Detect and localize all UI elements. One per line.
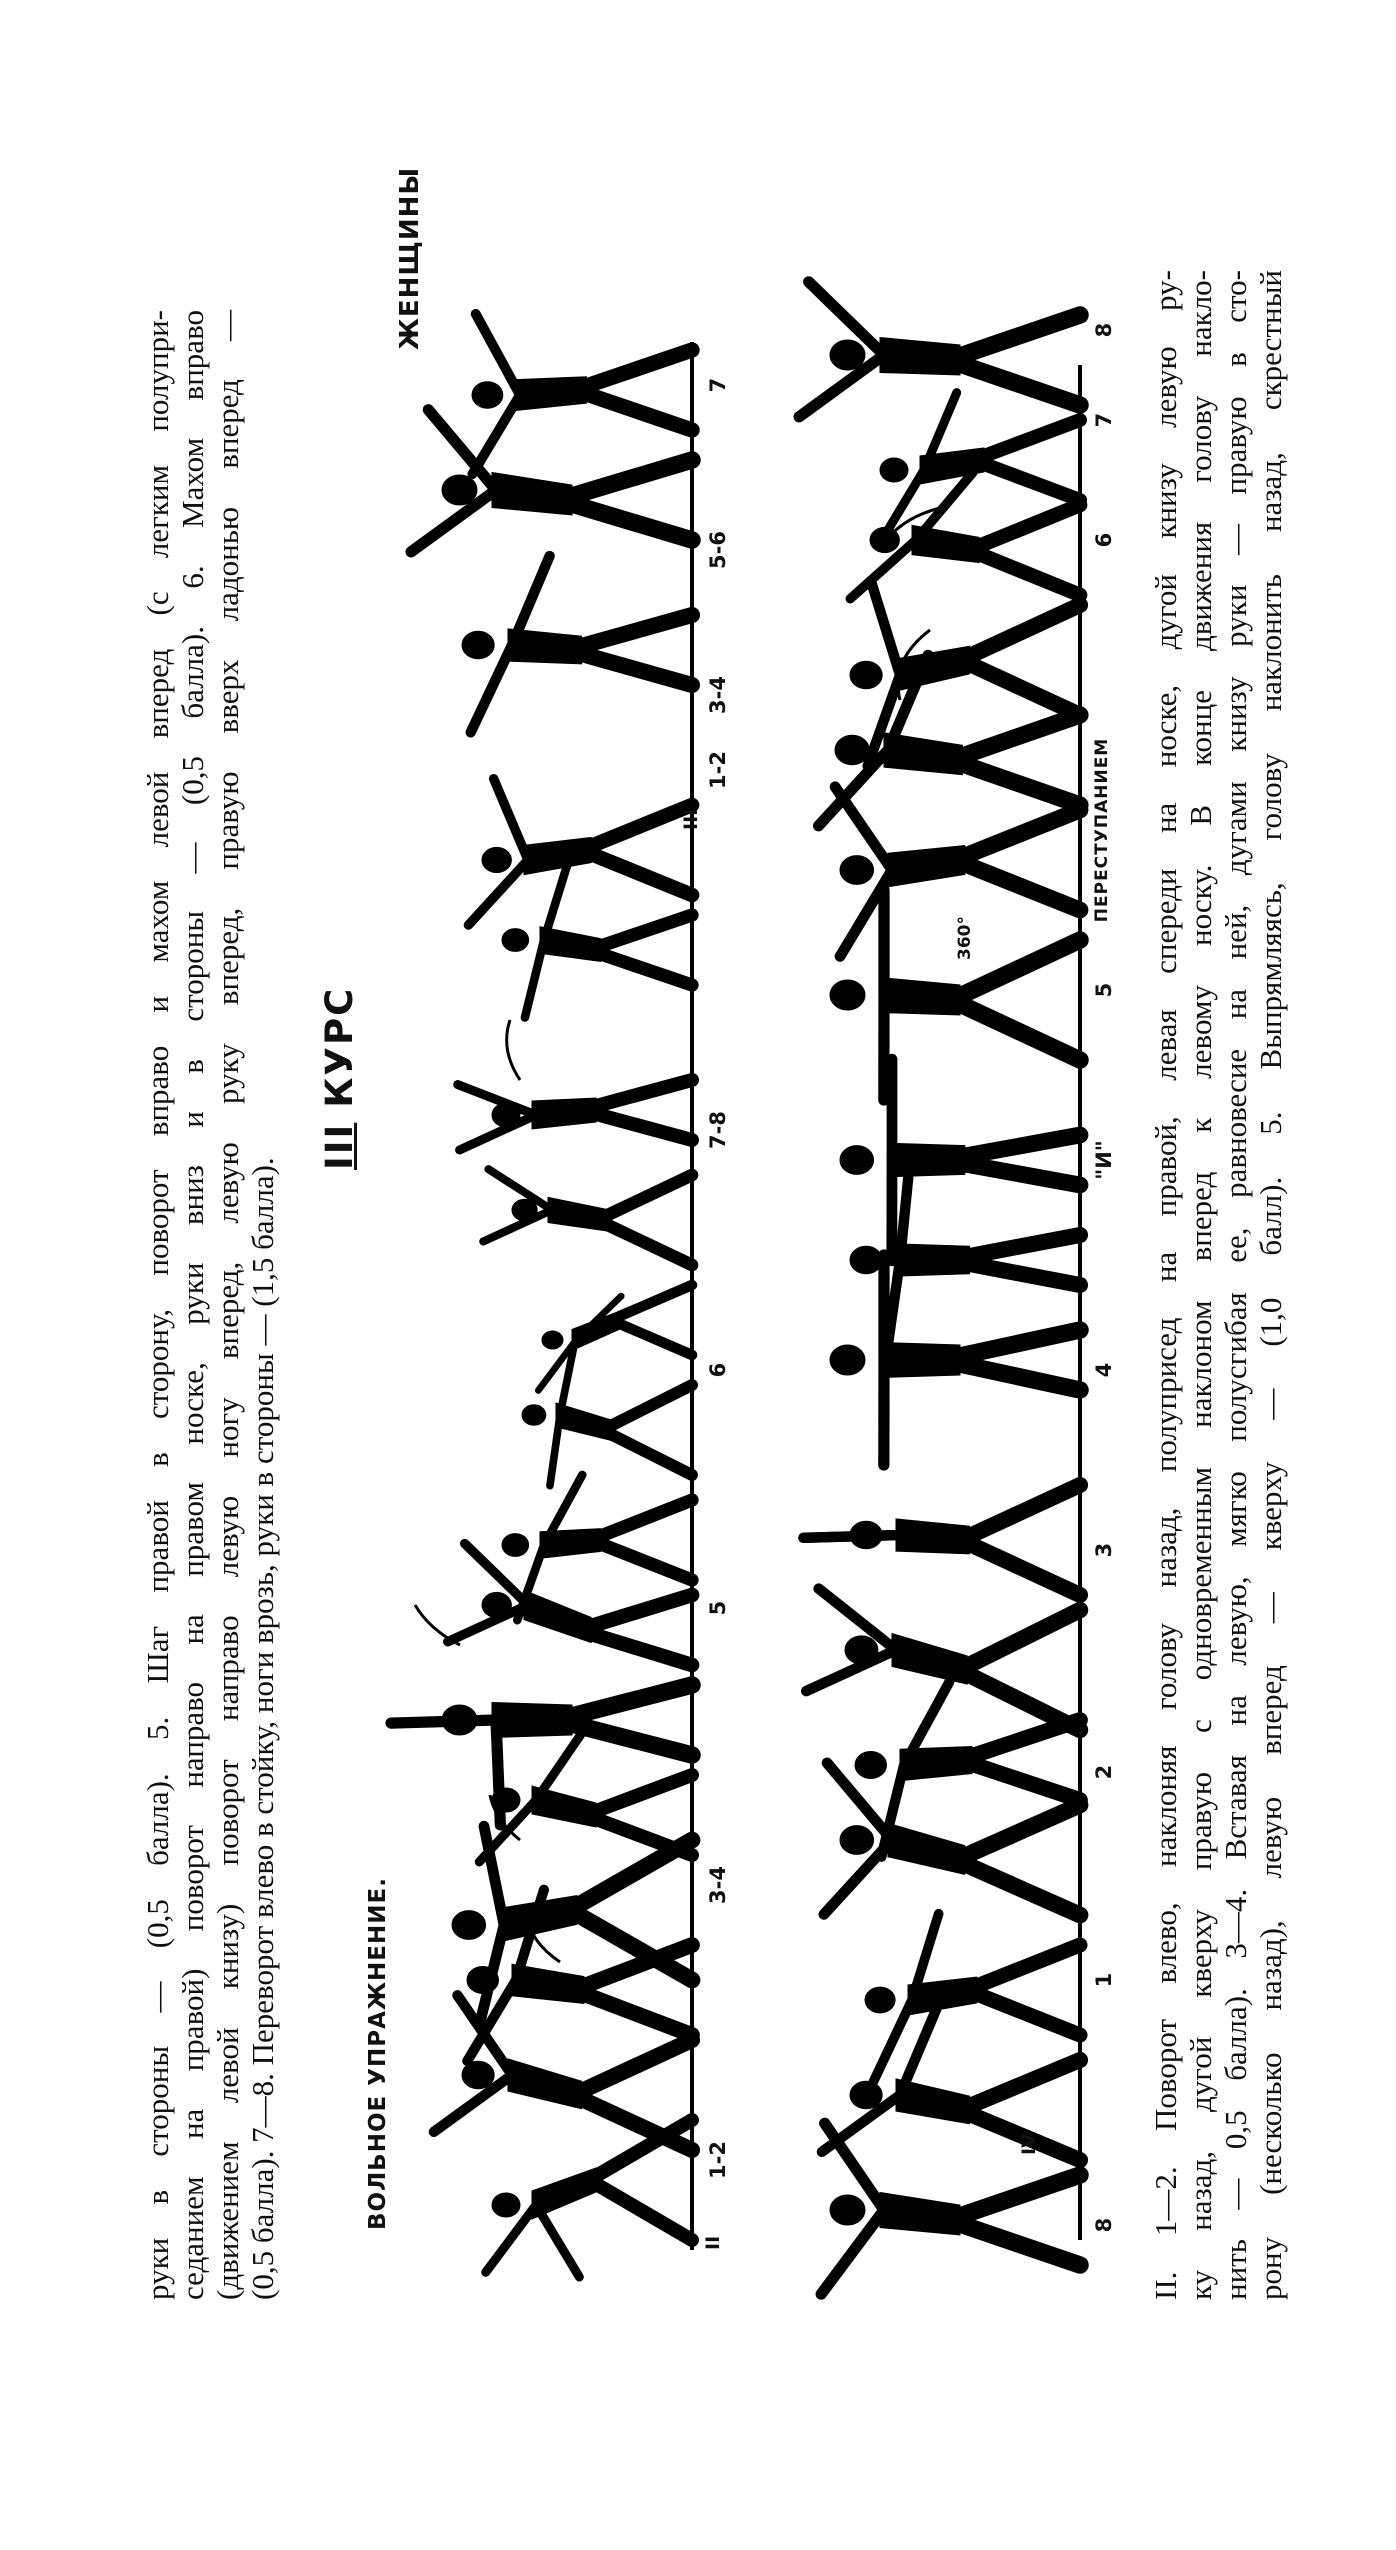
gymnast-figure <box>840 1059 1080 1261</box>
text-line: рону (несколько назад), левую вперед — кверху — (1,0 балл). 5. Выпрямляясь, голову наклонить назад, скрестный <box>1253 270 1288 2300</box>
count-label: 4 <box>1092 1362 1116 1378</box>
count-label: 8 <box>1092 2217 1116 2233</box>
gymnast-figure <box>830 1255 1080 1465</box>
row2-roman: IV <box>1018 2133 1040 2155</box>
women-label: ЖЕНЩИНЫ <box>395 166 425 350</box>
count-label: 5-6 <box>706 531 730 569</box>
text-line: нить — 0,5 балла). 3—4. Вставая на левую, мягко полусгибая ее, равновесие на ней, дугами книзу руки — правую в сто- <box>1218 270 1253 2300</box>
count-label: 7 <box>706 377 730 393</box>
row1-roman-mid: III <box>680 808 702 830</box>
rotation-annotation: 360° <box>955 916 975 960</box>
gymnast-figure <box>538 1285 692 1390</box>
count-label: 3-4 <box>706 676 730 714</box>
count-label: 6 <box>706 1362 730 1378</box>
gymnast-figure <box>472 314 692 474</box>
exercise-title: ВОЛЬНОЕ УПРАЖНЕНИЕ. <box>365 1877 391 2230</box>
gymnast-figure <box>462 556 692 732</box>
text-line: (движением левой книзу) поворот направо левую ногу вперед, левую руку вперед, правую вверх ладонью вперед — <box>210 310 245 2300</box>
gymnast-figure <box>865 1914 1080 2082</box>
count-label: 3-4 <box>706 1866 730 1904</box>
count-label: 7 <box>1092 412 1116 428</box>
count-label: 1-2 <box>706 751 730 789</box>
count-label: 1-2 <box>706 2141 730 2179</box>
gymnast-figure <box>483 1169 692 1265</box>
count-label: 3 <box>1092 1542 1116 1558</box>
count-label: "И" <box>1092 1140 1116 1180</box>
count-label: 5 <box>1092 982 1116 998</box>
gymnast-figure <box>411 410 692 552</box>
text-line: седанием на правой) поворот направо на правом носке, руки вниз и в стороны — (0,5 балла). 6. Махом вправо <box>175 310 210 2300</box>
text-line: (0,5 балла). 7—8. Переворот влево в стойку, ноги врозь, руки в стороны — (1,5 балла). <box>245 1157 280 2300</box>
course-number: III <box>318 1122 361 1170</box>
gymnast-figure <box>822 2006 1080 2160</box>
row1-roman: II <box>702 2235 724 2250</box>
bottom-paragraph <box>1148 270 1288 2300</box>
gymnast-figure <box>806 1589 1080 1730</box>
text-line: ку назад, дугой кверху правую с одновременным наклоном вперед к левому носку. В конце движения голову накло- <box>1183 270 1218 2300</box>
count-label: 2 <box>1092 1764 1116 1780</box>
count-label: 8 <box>1092 322 1116 338</box>
count-label: 6 <box>1092 532 1116 548</box>
count-label: 1 <box>1092 1972 1116 1988</box>
gymnast-figure <box>799 282 1080 417</box>
text-line: II. 1—2. Поворот влево, наклоняя голову назад, полуприсед на правой, левая спереди на носке, дугой книзу левую ру- <box>1148 270 1183 2300</box>
gymnast-figure <box>458 1080 692 1150</box>
count-label: 5 <box>706 1600 730 1616</box>
gymnast-figure <box>522 1345 692 1486</box>
arrow-mark <box>507 1020 520 1080</box>
count-label: ПЕРЕСТУПАНИЕМ <box>1092 737 1112 923</box>
gymnast-figure <box>468 779 692 925</box>
course-word: КУРС <box>318 986 361 1123</box>
text-line: руки в стороны — (0,5 балла). 5. Шаг правой в сторону, поворот вправо и махом левой вперед (с легким полупри- <box>140 310 175 2300</box>
count-label: 7-8 <box>706 1111 730 1149</box>
gymnast-figure <box>803 1485 1080 1595</box>
